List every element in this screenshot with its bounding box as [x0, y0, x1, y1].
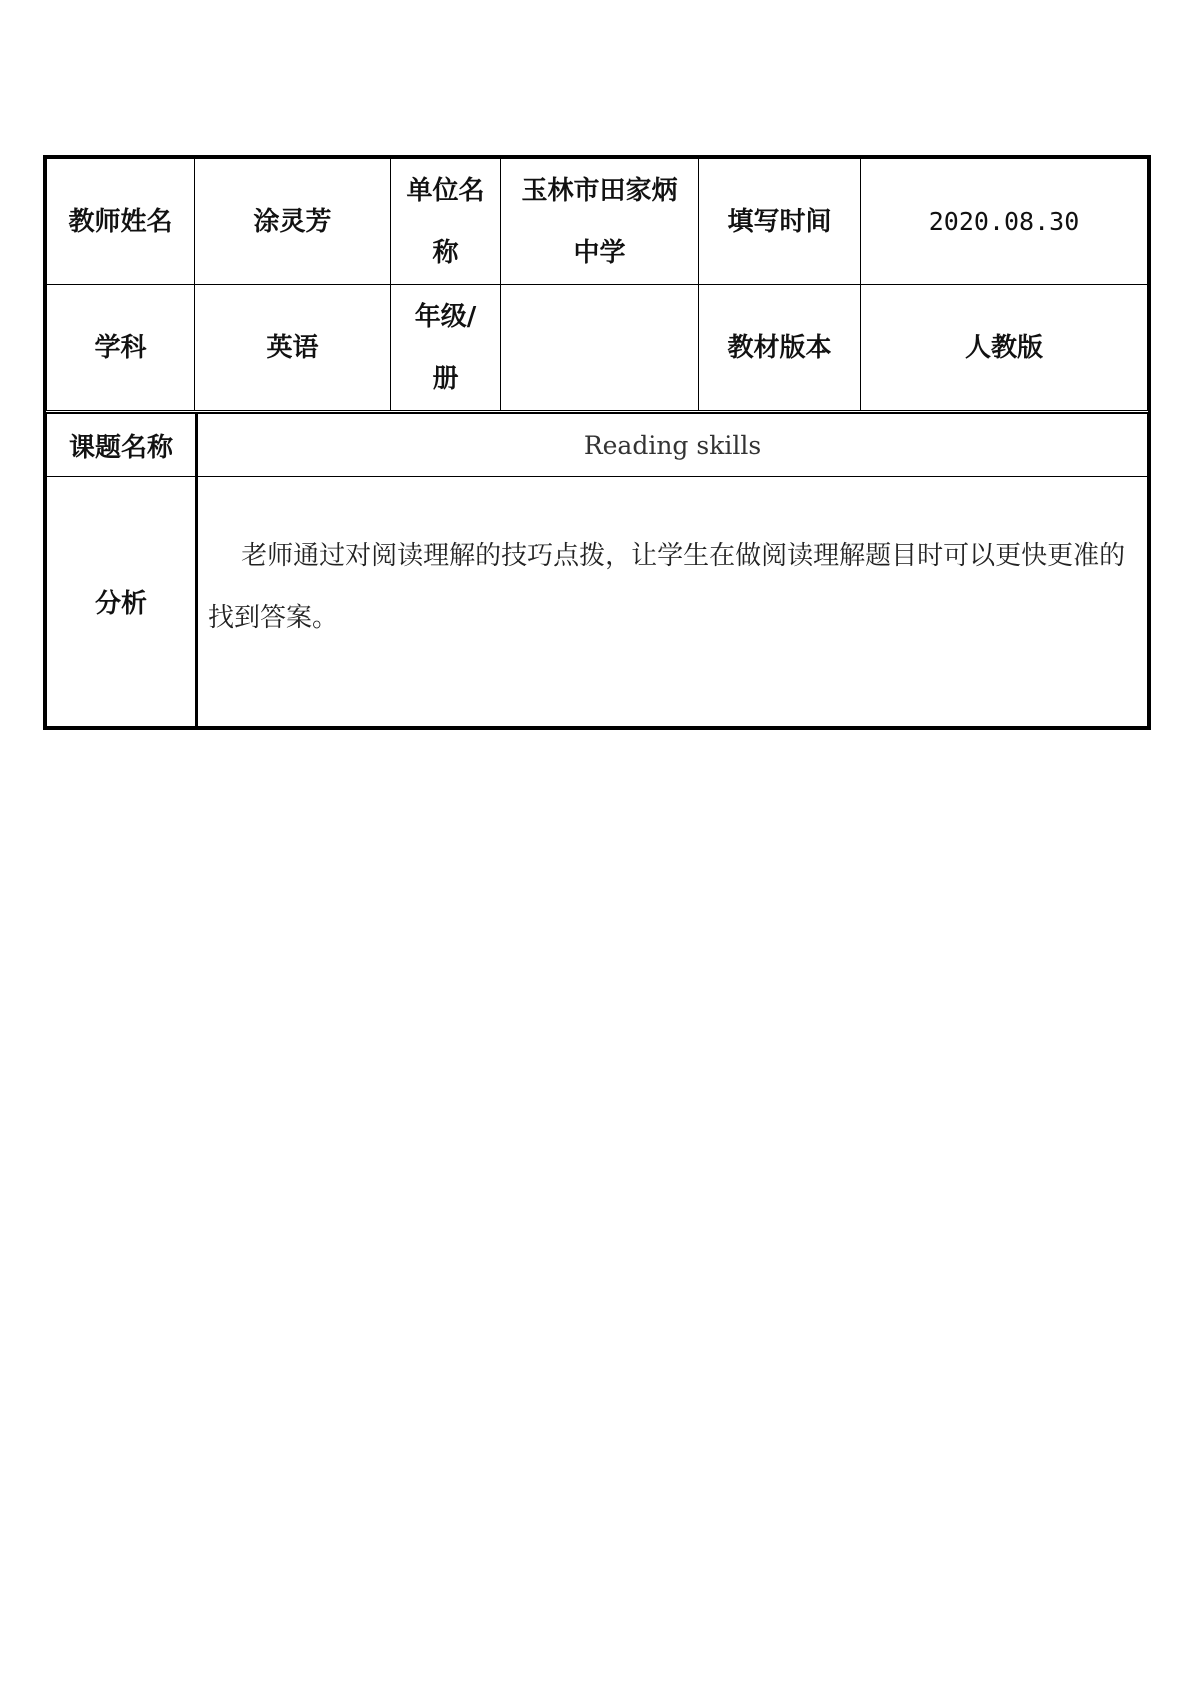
unit-name-label	[391, 159, 501, 285]
lesson-info-form	[43, 155, 1151, 730]
info-row-2	[47, 285, 1148, 412]
unit-name-value	[501, 159, 699, 285]
info-table	[46, 158, 1148, 413]
grade-label-line2: 册	[432, 363, 459, 394]
unit-name-label-line1: 单位名	[406, 175, 485, 206]
analysis-label: 分析	[47, 477, 197, 727]
grade-label	[391, 285, 501, 412]
topic-analysis-table	[46, 413, 1148, 727]
topic-row	[47, 414, 1148, 477]
fill-time-label: 填写时间	[699, 159, 861, 285]
analysis-row	[47, 477, 1148, 727]
subject-label: 学科	[47, 285, 195, 412]
unit-name-value-line2: 中学	[573, 237, 626, 268]
teacher-name-label: 教师姓名	[47, 159, 195, 285]
teacher-name-value: 涂灵芳	[195, 159, 391, 285]
unit-name-value-line1: 玉林市田家炳	[521, 175, 678, 206]
unit-name-label-line2: 称	[432, 237, 459, 268]
subject-value: 英语	[195, 285, 391, 412]
textbook-label: 教材版本	[699, 285, 861, 412]
fill-time-value: 2020.08.30	[861, 159, 1148, 285]
topic-value: Reading skills	[197, 414, 1148, 477]
grade-value	[501, 285, 699, 412]
info-row-1	[47, 159, 1148, 285]
topic-label: 课题名称	[47, 414, 197, 477]
grade-label-line1: 年级/	[414, 301, 477, 332]
textbook-value: 人教版	[861, 285, 1148, 412]
analysis-value: 老师通过对阅读理解的技巧点拨，让学生在做阅读理解题目时可以更快更准的找到答案。	[197, 477, 1148, 727]
